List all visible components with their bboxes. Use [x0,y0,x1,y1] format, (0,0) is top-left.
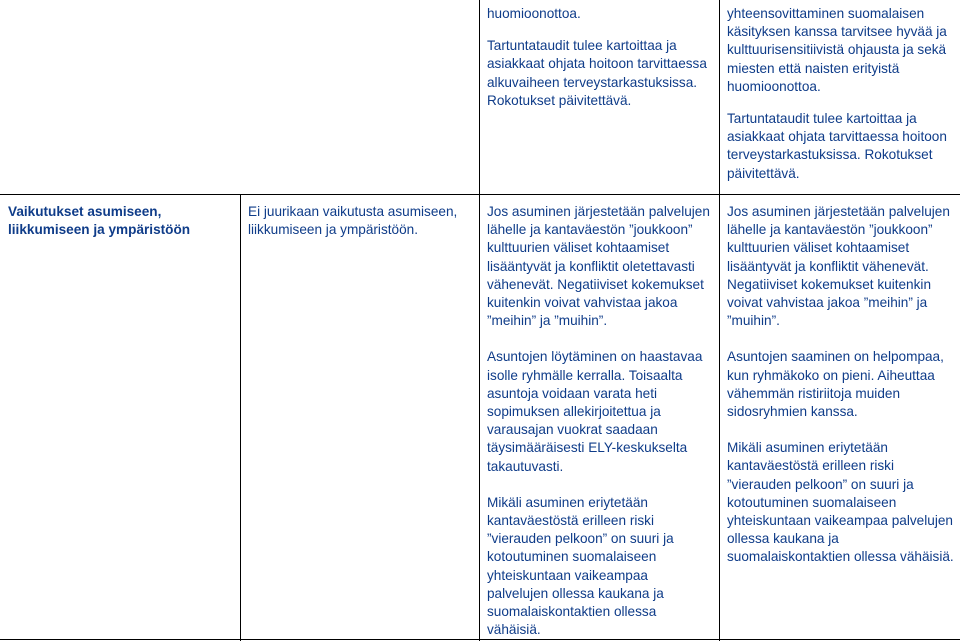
table-border-left-col4 [719,0,720,641]
table-border-left-col2 [240,195,241,641]
top-col4-paragraph-1: yhteensovittaminen suomalaisen käsityksen kanssa tarvitsee hyvää ja kulttuurisensitiivistä ohjausta ja sekä miesten että naisten erityistä huomioonottoa. [727,6,947,94]
row-label: Vaikutukset asumiseen, liikkumiseen ja ympäristöön [8,204,191,238]
row-divider-bottom [0,639,960,640]
top-col3-paragraph-1: huomioonottoa. [487,6,581,21]
top-col4-cell [727,5,955,183]
top-col3-cell [487,5,712,110]
col3-cell [487,203,712,639]
col4-paragraph-3: Mikäli asuminen eriytetään kantaväestöstä erilleen riski ”vierauden pelkoon” on suuri ja kotoutuminen suomalaiseen yhteiskuntaan vaikeampaa palvelujen ollessa kaukana ja suomalaiskontaktien ollessa vähäisiä. [727,440,954,565]
col3-paragraph-1: Jos asuminen järjestetään palvelujen lähelle ja kantaväestön ”joukkoon” kulttuurien väliset kohtaamiset lisääntyvät ja konfliktit oletettavasti vähenevät. Negatiiviset kokemukset kuitenkin voivat vahvistaa jakoa ”meihin” ja ”muihin”. [487,204,710,329]
row-label-cell [8,203,233,239]
top-col3-paragraph-2: Tartuntataudit tulee kartoittaa ja asiakkaat ohjata hoitoon tarvittaessa alkuvaiheen terveystarkastuksissa. Rokotukset päivitettävä. [487,38,707,108]
col2-cell [248,203,472,239]
col3-paragraph-2: Asuntojen löytäminen on haastavaa isolle ryhmälle kerralla. Toisaalta asuntoja voidaan varata heti sopimuksen allekirjoitettua ja varausajan vuokrat saadaan täysimääräisesti ELY-keskukselta takautuvasti. [487,349,703,474]
col3-paragraph-3: Mikäli asuminen eriytetään kantaväestöstä erilleen riski ”vierauden pelkoon” on suuri ja kotoutuminen suomalaiseen yhteiskuntaan vaikeampaa palvelujen ollessa kaukana ja suomalaiskontaktien ollessa vähäisiä. [487,494,674,638]
col4-paragraph-2: Asuntojen saaminen on helpompaa, kun ryhmäkoko on pieni. Aiheuttaa vähemmän ristiriitoja muiden sidosryhmien kanssa. [727,349,944,420]
col4-paragraph-1: Jos asuminen järjestetään palvelujen lähelle ja kantaväestön ”joukkoon” kulttuurien väliset kohtaamiset lisääntyvät ja konfliktit vähenevät. Negatiiviset kokemukset kuitenkin voivat vahvistaa jakoa ”meihin” ja ”muihin”. [727,204,950,329]
col4-cell [727,203,955,567]
row-divider-top [0,194,960,195]
col2-text: Ei juurikaan vaikutusta asumiseen, liikkumiseen ja ympäristöön. [248,204,458,238]
top-col4-paragraph-2: Tartuntataudit tulee kartoittaa ja asiakkaat ohjata tarvittaessa hoitoon terveystarkastuksissa. Rokotukset päivitettävä. [727,111,947,181]
table-border-left-col3 [479,0,480,641]
